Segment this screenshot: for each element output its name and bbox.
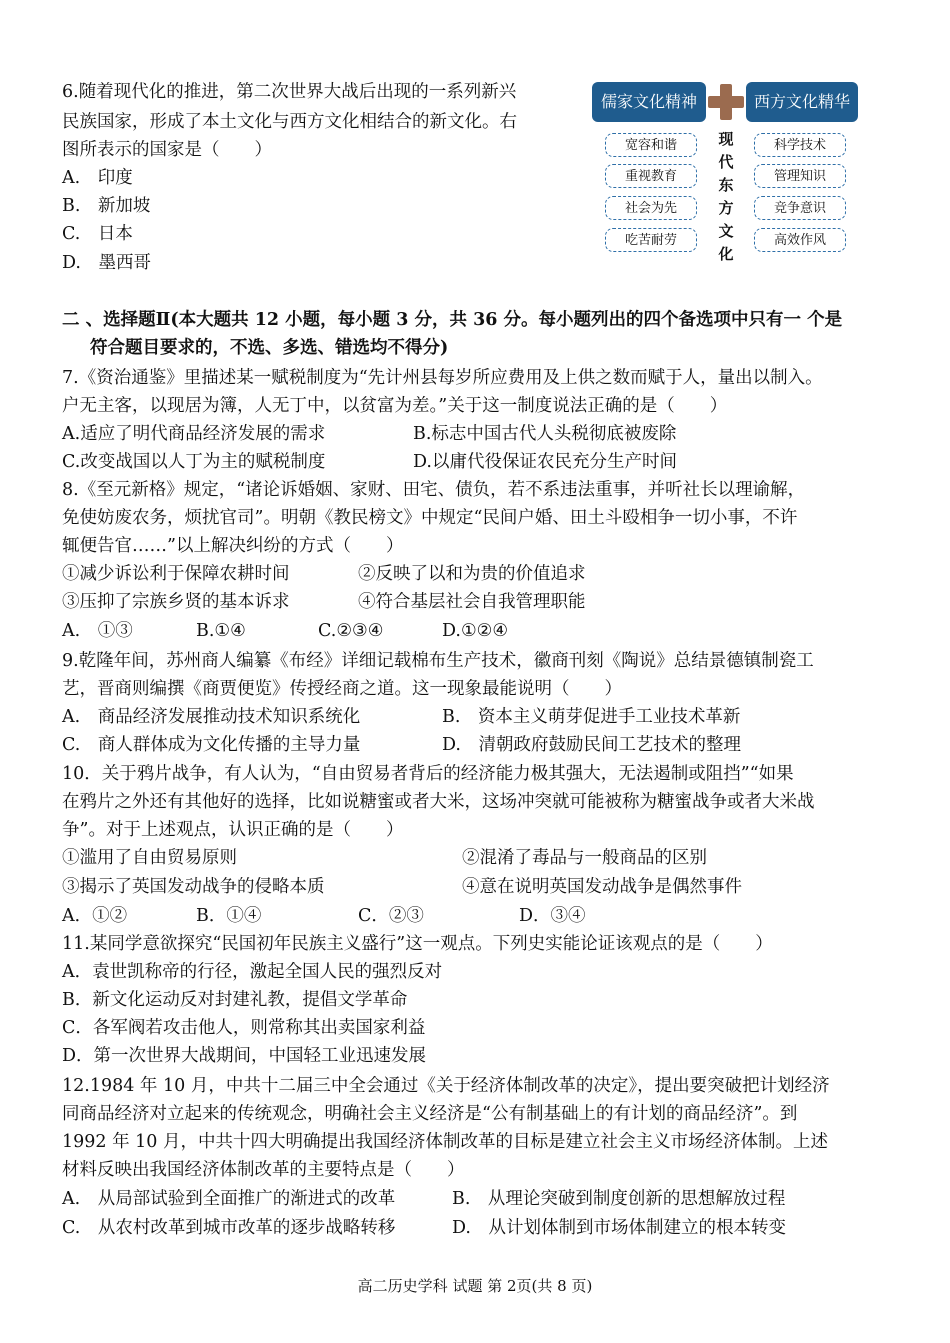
q10-option-a: A．①② [62, 906, 128, 926]
left-item-3: 社会为先 [605, 196, 697, 220]
q10-option-b: B．①④ [196, 906, 262, 926]
page-footer: 高二历史学科 试题 第 2页(共 8 页) [357, 1277, 593, 1295]
q12-option-c: C. 从农村改革到城市改革的逐步战略转移 [62, 1218, 396, 1238]
q8-line-3: 辄便告官……”以上解决纠纷的方式（ ） [62, 536, 404, 556]
left-item-4: 吃苦耐劳 [605, 228, 697, 252]
q12-option-a: A. 从局部试验到全面推广的渐进式的改革 [62, 1189, 396, 1209]
q8-option-d: D.①②④ [442, 621, 509, 641]
q6-line-3: 图所表示的国家是（ ） [62, 140, 272, 160]
plus-icon [708, 82, 744, 122]
q12-line-3: 1992 年 10 月，中共十四大明确提出我国经济体制改革的目标是建立社会主义市场经济体制。上述 [62, 1132, 828, 1152]
q10-line-3: 争”。对于上述观点，认识正确的是（ ） [62, 820, 404, 840]
q7-option-b: B.标志中国古代人头税彻底被废除 [413, 424, 677, 444]
q9-option-a: A. 商品经济发展推动技术知识系统化 [62, 707, 361, 727]
right-item-1: 科学技术 [754, 133, 846, 157]
q9-option-c: C. 商人群体成为文化传播的主导力量 [62, 735, 361, 755]
q11-option-d: D．第一次世界大战期间，中国轻工业迅速发展 [62, 1046, 427, 1066]
q10-option-c: C．②③ [358, 906, 424, 926]
section-2-heading-line-1: 二 、选择题Ⅱ(本大题共 12 小题，每小题 3 分，共 36 分。每小题列出的四个备选项中只有一 个是 [62, 310, 843, 330]
q10-line-2: 在鸦片之外还有其他好的选择，比如说糖蜜或者大米，这场冲突就可能被称为糖蜜战争或者大米战 [62, 792, 815, 812]
q6-option-c: C. 日本 [62, 224, 133, 244]
left-item-2: 重视教育 [605, 164, 697, 188]
q8-line-2: 免使妨废农务，烦扰官司”。明朝《教民榜文》中规定“民间户婚、田土斗殴相争一切小事，不许 [62, 508, 798, 528]
q9-option-b: B. 资本主义萌芽促进手工业技术革新 [442, 707, 741, 727]
q7-line-2: 户无主客，以现居为簿，人无丁中，以贫富为差。”关于这一制度说法正确的是（ ） [62, 396, 728, 416]
modern-eastern-culture-label: 现 代 东 方 文 化 [718, 130, 734, 263]
q10-option-d: D．③④ [519, 906, 586, 926]
q11-option-c: C．各军阀若攻击他人，则常称其出卖国家利益 [62, 1018, 426, 1038]
q8-statement-3: ③压抑了宗族乡贤的基本诉求 [62, 592, 290, 612]
q8-option-b: B.①④ [196, 621, 246, 641]
q8-option-c: C.②③④ [318, 621, 384, 641]
q8-line-1: 8.《至元新格》规定，“诸论诉婚姻、家财、田宅、债负，若不系违法重事，并听社长以理谕解， [62, 480, 806, 500]
culture-diagram [592, 80, 858, 263]
q8-statement-4: ④符合基层社会自我管理职能 [358, 592, 586, 612]
q6-line-2: 民族国家，形成了本土文化与西方文化相结合的新文化。右 [62, 112, 517, 132]
western-culture-header: 西方文化精华 [746, 82, 858, 122]
q12-line-2: 同商品经济对立起来的传统观念，明确社会主义经济是“公有制基础上的有计划的商品经济”。到 [62, 1104, 798, 1124]
q8-option-a: A. ①③ [62, 621, 133, 641]
q11-line-1: 11.某同学意欲探究“民国初年民族主义盛行”这一观点。下列史实能论证该观点的是（ ） [62, 934, 773, 954]
q8-statement-2: ②反映了以和为贵的价值追求 [358, 564, 586, 584]
left-item-1: 宽容和谐 [605, 133, 697, 157]
q9-line-1: 9.乾隆年间，苏州商人编纂《布经》详细记载棉布生产技术，徽商刊刻《陶说》总结景德镇制瓷工 [62, 651, 814, 671]
q10-statement-3: ③揭示了英国发动战争的侵略本质 [62, 877, 325, 897]
q6-line-1: 6.随着现代化的推进，第二次世界大战后出现的一系列新兴 [62, 82, 517, 102]
q10-statement-4: ④意在说明英国发动战争是偶然事件 [462, 877, 742, 897]
q6-option-d: D. 墨西哥 [62, 253, 151, 273]
q12-option-b: B. 从理论突破到制度创新的思想解放过程 [452, 1189, 786, 1209]
q10-statement-2: ②混淆了毒品与一般商品的区别 [462, 848, 707, 868]
right-item-3: 竞争意识 [754, 196, 846, 220]
q8-statement-1: ①减少诉讼利于保障农耕时间 [62, 564, 290, 584]
q10-line-1: 10．关于鸦片战争，有人认为，“自由贸易者背后的经济能力极其强大，无法遏制或阻挡”“如果 [62, 764, 794, 784]
right-item-2: 管理知识 [754, 164, 846, 188]
q9-option-d: D. 清朝政府鼓励民间工艺技术的整理 [442, 735, 741, 755]
q6-option-b: B. 新加坡 [62, 196, 151, 216]
q7-option-d: D.以庸代役保证农民充分生产时间 [413, 452, 677, 472]
q12-line-4: 材料反映出我国经济体制改革的主要特点是（ ） [62, 1160, 465, 1180]
q11-option-b: B．新文化运动反对封建礼教，提倡文学革命 [62, 990, 408, 1010]
section-2-heading-line-2: 符合题目要求的，不选、多选、错选均不得分) [90, 338, 449, 358]
q11-option-a: A．袁世凯称帝的行径，激起全国人民的强烈反对 [62, 962, 443, 982]
q6-option-a: A. 印度 [62, 168, 133, 188]
confucian-culture-header: 儒家文化精神 [592, 82, 706, 122]
q7-option-c: C.改变战国以人丁为主的赋税制度 [62, 452, 326, 472]
q10-statement-1: ①滥用了自由贸易原则 [62, 848, 237, 868]
q12-option-d: D. 从计划体制到市场体制建立的根本转变 [452, 1218, 786, 1238]
q9-line-2: 艺，晋商则编撰《商贾便览》传授经商之道。这一现象最能说明（ ） [62, 679, 622, 699]
right-item-4: 高效作风 [754, 228, 846, 252]
q7-line-1: 7.《资治通鉴》里描述某一赋税制度为“先计州县每岁所应费用及上供之数而赋于人，量出以制入。 [62, 368, 823, 388]
q7-option-a: A.适应了明代商品经济发展的需求 [62, 424, 326, 444]
q12-line-1: 12.1984 年 10 月，中共十二届三中全会通过《关于经济体制改革的决定》，提出要突破把计划经济 [62, 1076, 830, 1096]
